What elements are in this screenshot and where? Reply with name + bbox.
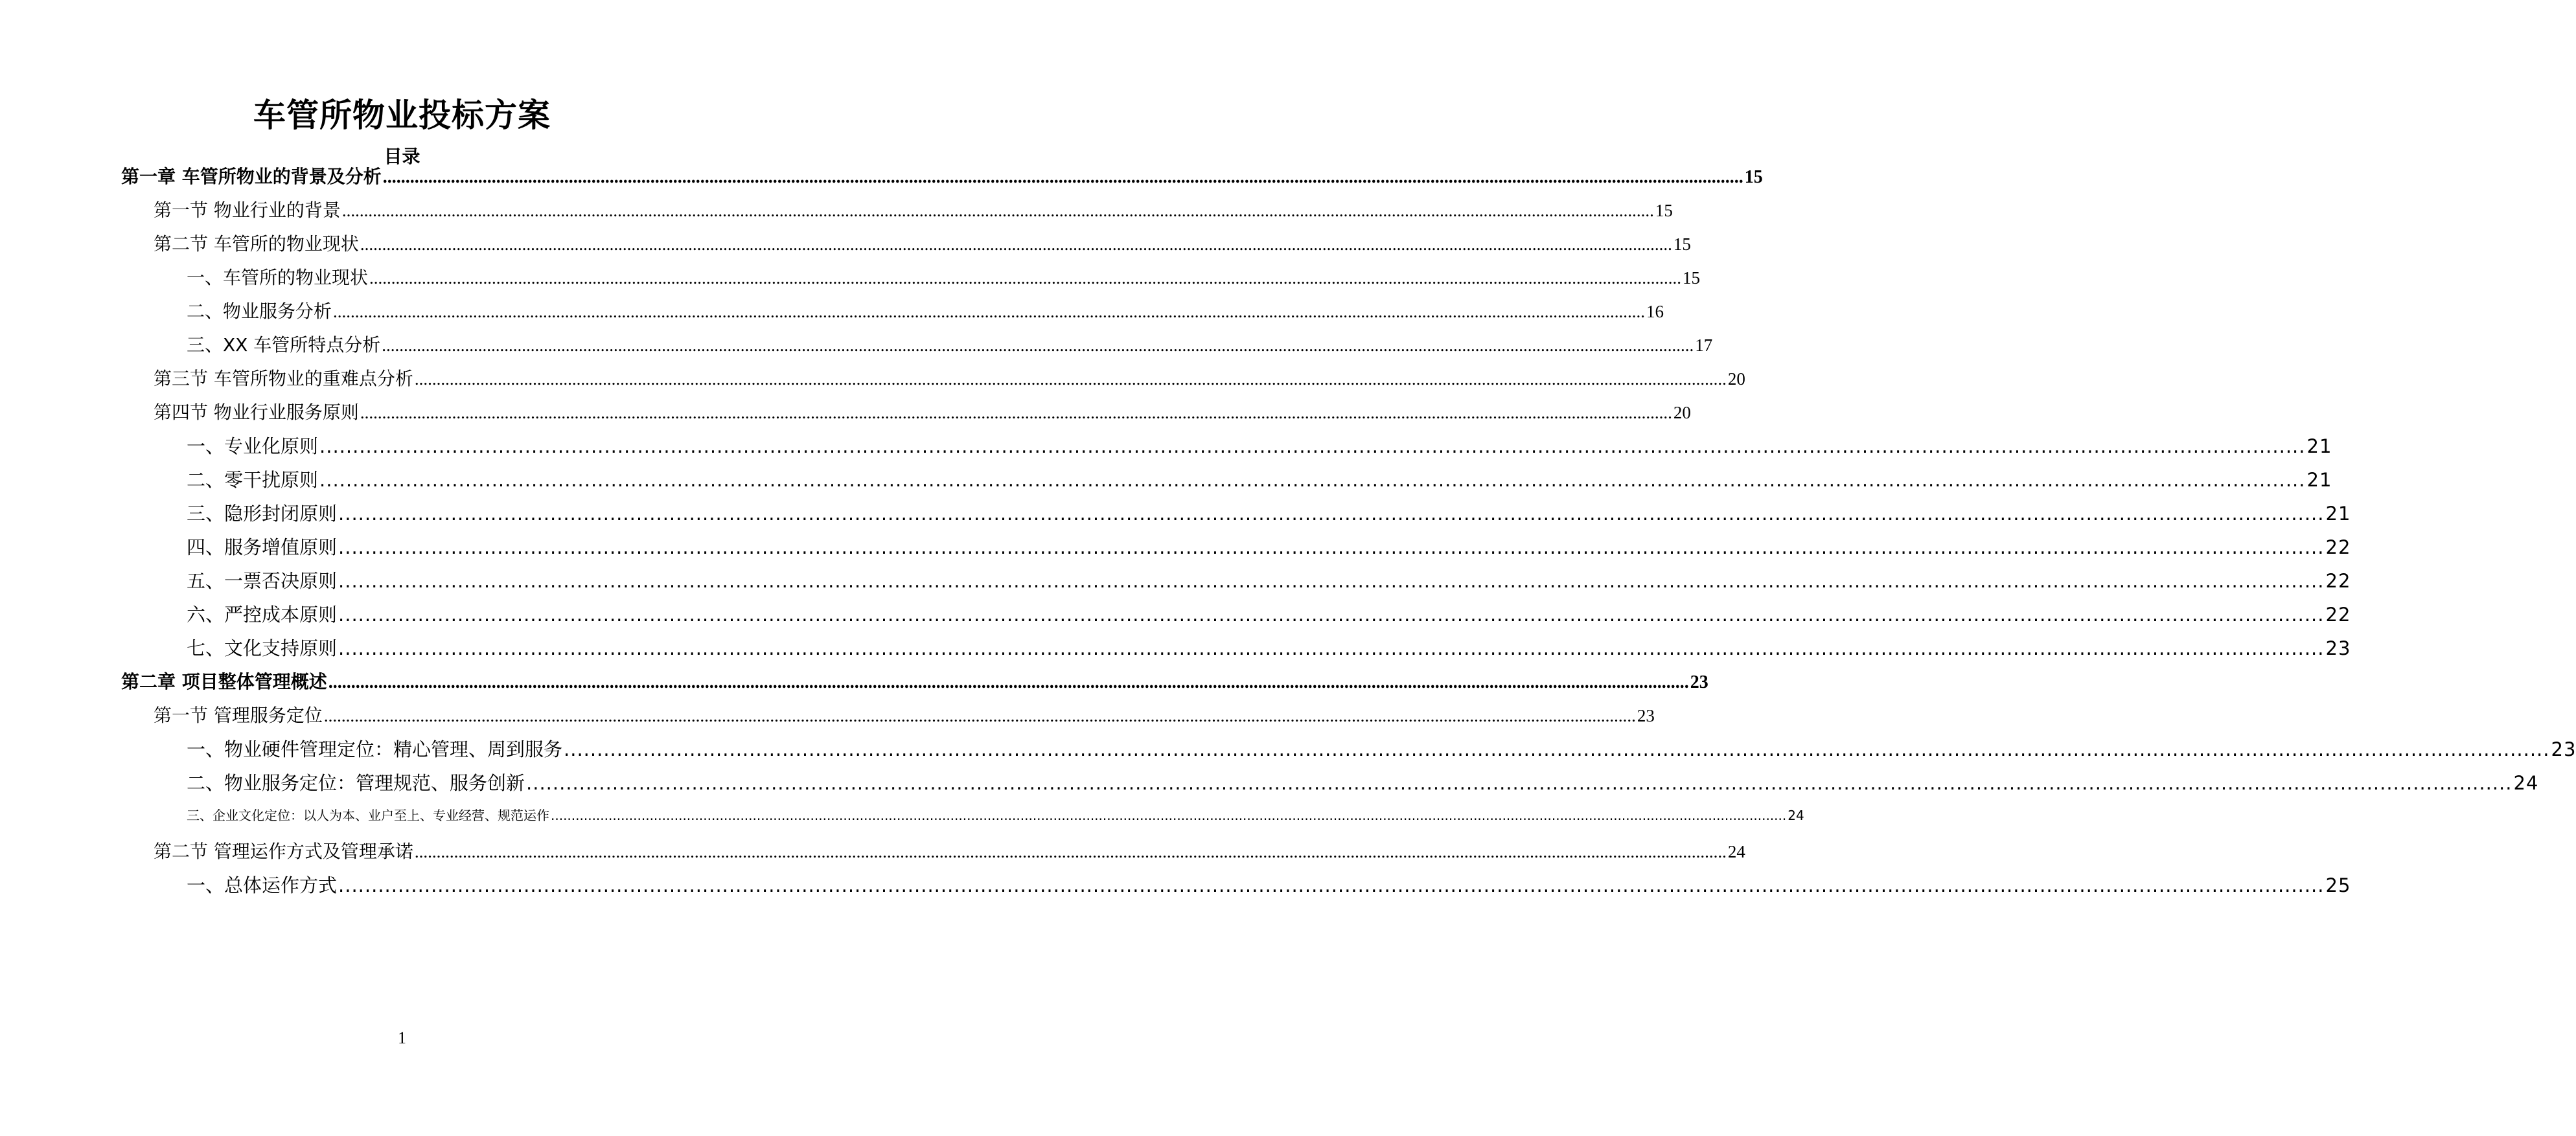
toc-entry-section[interactable] — [154, 196, 1673, 226]
toc-leader-dots: ............................................................................................................................................................................................................................................................................................................ — [338, 570, 2325, 592]
toc-entry-label: 一、总体运作方式 — [187, 874, 338, 896]
toc-entry-page: 23 — [1690, 672, 1708, 692]
toc-entry-page: 17 — [1695, 335, 1713, 355]
toc-leader-dots: ............................................................................................................................................................................................................................................................................................................ — [414, 842, 1727, 861]
toc-leader-dots: ............................................................................................................................................................................................................................................................................................................ — [341, 201, 1654, 220]
toc-entry-item[interactable] — [187, 805, 1804, 835]
toc-entry-page: 15 — [1683, 268, 1701, 288]
toc-entry-label: 三、XX 车管所特点分析 — [187, 334, 381, 356]
toc-entry-section[interactable] — [154, 398, 1691, 428]
toc-leader-dots: ............................................................................................................................................................................................................................................................................................................ — [338, 874, 2325, 896]
toc-entry-label: 第二章 项目整体管理概述 — [121, 671, 327, 692]
toc-entry-label: 一、物业硬件管理定位：精心管理、周到服务 — [187, 738, 563, 760]
document-title: 车管所物业投标方案 — [253, 97, 551, 134]
toc-entry-label: 第二节 车管所的物业现状 — [154, 233, 359, 255]
toc-entry-page: 15 — [1655, 201, 1673, 220]
toc-entry-label: 二、物业服务定位：管理规范、服务创新 — [187, 772, 525, 794]
toc-leader-dots: ............................................................................................................................................................................................................................................................................................................ — [382, 335, 1694, 355]
toc-entry-label: 一、专业化原则 — [187, 435, 319, 457]
toc-leader-dots: ............................................................................................................................................................................................................................................................................................................ — [382, 167, 1743, 187]
toc-entry-page: 21 — [2306, 469, 2332, 491]
toc-entry-page: 15 — [1744, 167, 1763, 187]
toc-leader-dots: ............................................................................................................................................................................................................................................................................................................ — [369, 268, 1682, 288]
toc-entry-label: 五、一票否决原则 — [187, 570, 338, 592]
toc-leader-dots: ............................................................................................................................................................................................................................................................................................................ — [323, 706, 1636, 725]
toc-leader-dots: ............................................................................................................................................................................................................................................................................................................ — [414, 369, 1727, 389]
toc-leader-dots: ............................................................................................................................................................................................................................................................................................................ — [328, 672, 1689, 692]
toc-entry-page: 22 — [2325, 604, 2351, 626]
toc-entry-page: 23 — [2551, 738, 2576, 760]
toc-leader-dots: ............................................................................................................................................................................................................................................................................................................ — [564, 738, 2550, 760]
toc-leader-dots: ............................................................................................................................................................................................................................................................................................................ — [551, 808, 1787, 823]
toc-entry-label: 第一章 车管所物业的背景及分析 — [121, 166, 382, 187]
toc-entry-label: 三、企业文化定位：以人为本、业户至上、专业经营、规范运作 — [187, 808, 549, 823]
toc-entry-label: 四、服务增值原则 — [187, 536, 338, 558]
toc-entry-item[interactable] — [187, 634, 2351, 664]
toc-entry-label: 第四节 物业行业服务原则 — [154, 402, 359, 423]
toc-entry-item[interactable] — [187, 499, 2351, 529]
toc-entry-item[interactable] — [187, 297, 1664, 327]
toc-entry-label: 二、零干扰原则 — [187, 469, 319, 491]
toc-entry-page: 21 — [2325, 503, 2351, 525]
toc-entry-item[interactable] — [187, 567, 2351, 596]
toc-leader-dots: ............................................................................................................................................................................................................................................................................................................ — [333, 302, 1646, 321]
toc-leader-dots: ............................................................................................................................................................................................................................................................................................................ — [360, 234, 1672, 254]
toc-entry-page: 23 — [2325, 637, 2351, 659]
toc-entry-page: 16 — [1646, 302, 1664, 321]
toc-entry-item[interactable] — [187, 533, 2351, 563]
toc-entry-page: 24 — [1788, 808, 1804, 823]
toc-entry-label: 一、车管所的物业现状 — [187, 267, 369, 288]
toc-entry-label: 三、隐形封闭原则 — [187, 503, 338, 525]
toc-entry-item[interactable] — [187, 331, 1713, 361]
toc-entry-item[interactable] — [187, 735, 2576, 765]
toc-entry-chapter[interactable] — [121, 163, 1763, 192]
toc-entry-page: 22 — [2325, 536, 2351, 558]
toc-entry-label: 第一节 物业行业的背景 — [154, 199, 341, 221]
toc-entry-label: 第三节 车管所物业的重难点分析 — [154, 368, 413, 389]
toc-entry-label: 七、文化支持原则 — [187, 637, 338, 659]
toc-entry-label: 第二节 管理运作方式及管理承诺 — [154, 841, 413, 862]
toc-entry-page: 20 — [1727, 369, 1745, 389]
toc-entry-item[interactable] — [187, 871, 2351, 901]
toc-entry-page: 20 — [1673, 403, 1691, 422]
toc-leader-dots: ............................................................................................................................................................................................................................................................................................................ — [319, 435, 2306, 457]
toc-entry-page: 22 — [2325, 570, 2351, 592]
toc-entry-page: 15 — [1673, 234, 1691, 254]
toc-entry-label: 六、严控成本原则 — [187, 604, 338, 626]
toc-entry-item[interactable] — [187, 769, 2539, 799]
toc-leader-dots: ............................................................................................................................................................................................................................................................................................................ — [319, 469, 2306, 491]
toc-entry-item[interactable] — [187, 264, 1701, 293]
toc-entry-page: 24 — [1727, 842, 1745, 861]
toc-entry-section[interactable] — [154, 701, 1655, 731]
toc-heading: 目录 — [384, 146, 420, 167]
toc-entry-label: 二、物业服务分析 — [187, 301, 332, 322]
toc-entry-item[interactable] — [187, 466, 2332, 495]
toc-entry-section[interactable] — [154, 365, 1745, 394]
toc-entry-page: 23 — [1637, 706, 1655, 725]
toc-entry-page: 21 — [2306, 435, 2332, 457]
toc-leader-dots: ............................................................................................................................................................................................................................................................................................................ — [338, 536, 2325, 558]
toc-entry-chapter[interactable] — [121, 668, 1708, 698]
toc-entry-item[interactable] — [187, 600, 2351, 630]
page-number: 1 — [398, 1028, 406, 1047]
toc-entry-page: 25 — [2325, 874, 2351, 896]
toc-leader-dots: ............................................................................................................................................................................................................................................................................................................ — [338, 503, 2325, 525]
toc-entry-section[interactable] — [154, 837, 1745, 867]
toc-entry-item[interactable] — [187, 432, 2332, 462]
toc-entry-section[interactable] — [154, 230, 1691, 260]
toc-entry-label: 第一节 管理服务定位 — [154, 705, 323, 726]
toc-leader-dots: ............................................................................................................................................................................................................................................................................................................ — [338, 604, 2325, 626]
toc-entry-page: 24 — [2513, 772, 2539, 794]
toc-leader-dots: ............................................................................................................................................................................................................................................................................................................ — [526, 772, 2513, 794]
toc-leader-dots: ............................................................................................................................................................................................................................................................................................................ — [338, 637, 2325, 659]
toc-leader-dots: ............................................................................................................................................................................................................................................................................................................ — [360, 403, 1672, 422]
